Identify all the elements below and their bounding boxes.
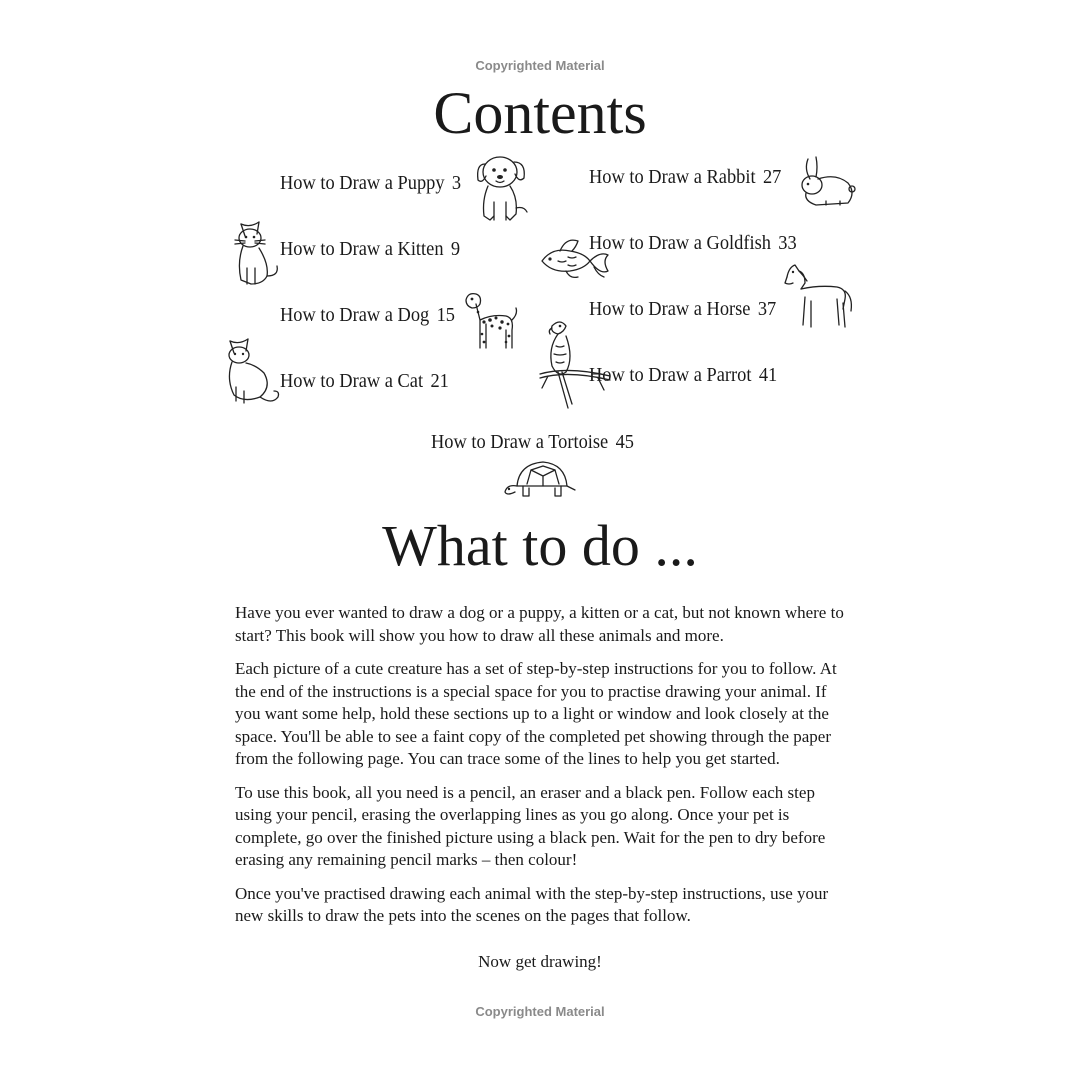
entry-label: How to Draw a Tortoise <box>431 431 609 453</box>
dalmatian-dog-icon <box>462 290 518 352</box>
entry-page-number: 27 <box>762 166 782 188</box>
entry-label: How to Draw a Horse <box>589 298 751 320</box>
copyright-watermark-top: Copyrighted Material <box>475 58 605 73</box>
entry-page-number: 37 <box>757 298 777 320</box>
cat-icon <box>224 335 282 411</box>
contents-entry-rabbit[interactable] <box>589 165 781 189</box>
what-to-do-heading: What to do ... <box>382 513 698 578</box>
entry-label: How to Draw a Kitten <box>280 238 444 260</box>
contents-entry-tortoise[interactable] <box>431 430 634 454</box>
entry-label: How to Draw a Rabbit <box>589 166 756 188</box>
horse-icon <box>783 263 855 331</box>
entry-label: How to Draw a Dog <box>280 304 430 326</box>
contents-entry-cat[interactable] <box>280 369 449 393</box>
contents-entry-kitten[interactable] <box>280 237 460 261</box>
contents-entry-parrot[interactable] <box>589 363 777 387</box>
contents-entry-horse[interactable] <box>589 297 776 321</box>
entry-page-number: 15 <box>436 304 455 326</box>
copyright-watermark-bottom: Copyrighted Material <box>475 1004 605 1019</box>
contents-entry-puppy[interactable] <box>280 171 461 195</box>
tortoise-icon <box>503 456 577 504</box>
closing-line: Now get drawing! <box>478 952 602 971</box>
parrot-icon <box>538 318 614 412</box>
entry-page-number: 21 <box>430 370 449 392</box>
entry-label: How to Draw a Parrot <box>589 364 752 386</box>
entry-label: How to Draw a Puppy <box>280 172 445 194</box>
goldfish-icon <box>538 231 612 281</box>
entry-page-number: 41 <box>758 364 778 386</box>
instructions-paragraph: Each picture of a cute creature has a set of step-by-step instructions for you to follow. At the end of the instructions is a special space for you to practise drawing your animal. If you want some help, hold these sections up to a light or window and look closely at the space. You'll be able to see a faint copy of the completed pet showing through the paper from the following page. You can trace some of the lines to help you get started. <box>235 659 837 768</box>
instructions-paragraph: Once you've practised drawing each animal with the step-by-step instructions, use your new skills to draw the pets into the scenes on the pages that follow. <box>235 883 829 925</box>
entry-page-number: 3 <box>451 172 462 194</box>
entry-page-number: 9 <box>450 238 461 260</box>
entry-label: How to Draw a Cat <box>280 370 424 392</box>
instructions-body <box>235 602 855 939</box>
entry-page-number: 33 <box>778 232 797 254</box>
entry-label: How to Draw a Goldfish <box>589 232 771 254</box>
entry-page-number: 45 <box>615 431 634 453</box>
contents-heading: Contents <box>433 80 647 146</box>
kitten-icon <box>233 218 283 288</box>
puppy-icon <box>472 150 530 226</box>
contents-entry-goldfish[interactable] <box>589 231 797 255</box>
rabbit-icon <box>796 155 858 211</box>
instructions-paragraph: Have you ever wanted to draw a dog or a puppy, a kitten or a cat, but not known where to start? This book will show you how to draw all these animals and more. <box>235 603 844 645</box>
contents-entry-dog[interactable] <box>280 303 455 327</box>
instructions-paragraph: To use this book, all you need is a pencil, an eraser and a black pen. Follow each step using your pencil, erasing the overlapping lines as you go along. Once your pet is complete, go over the finished picture using a black pen. Wait for the pen to dry before erasing any remaining pencil marks – then colour! <box>235 782 826 869</box>
